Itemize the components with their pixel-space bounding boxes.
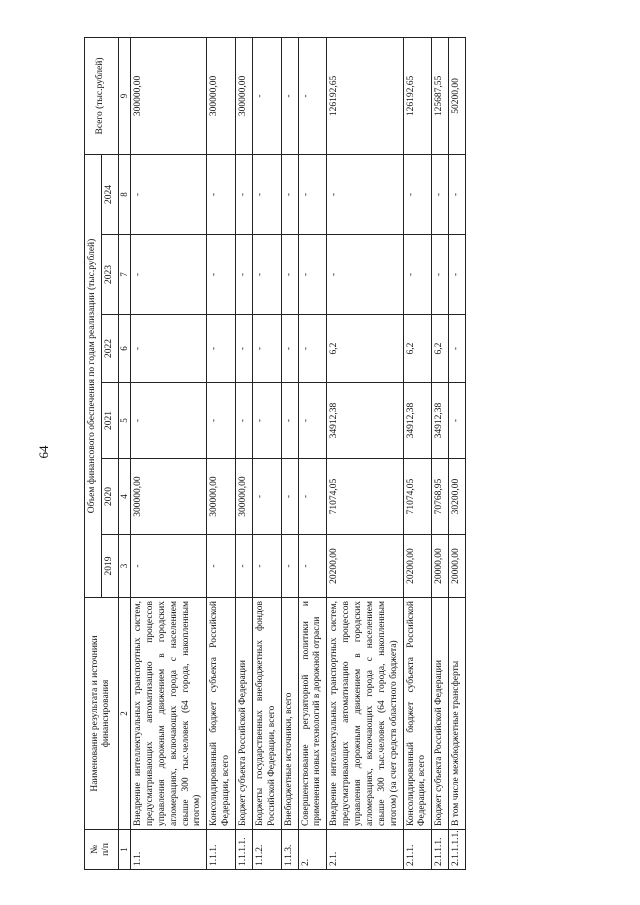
row-name: В том числе межбюджетные трансферты — [449, 598, 466, 830]
table-row — [281, 37, 298, 869]
cell-2023: - — [298, 235, 327, 315]
table-row — [432, 37, 449, 869]
cell-2019: - — [131, 535, 207, 598]
row-number: 2.1.1. — [403, 830, 432, 870]
row-name: Внедрение интеллектуальных транспортных систем, предусматривающих автоматизацию процессов управления дорожным движением в городских агломерациях, включающих города с населением свыше 300 тыс.человек (64 города, накопленным итогом) (за счет средств областного бюджета) — [327, 598, 403, 830]
col-year-2021: 2021 — [101, 383, 118, 459]
cell-2023: - — [327, 235, 403, 315]
row-number: 2.1. — [327, 830, 403, 870]
table-row — [403, 37, 432, 869]
cell-2023: - — [403, 235, 432, 315]
cell-2021: - — [449, 383, 466, 459]
cell-2023: - — [252, 235, 281, 315]
row-number: 1.1.2. — [252, 830, 281, 870]
col-year-2022: 2022 — [101, 315, 118, 383]
cell-2019: 20200,00 — [327, 535, 403, 598]
cell-2021: 34912,38 — [432, 383, 449, 459]
row-name: Консолидированный бюджет субъекта Российской Федерации, всего — [207, 598, 236, 830]
col-index: 6 — [118, 315, 130, 383]
cell-2019: - — [236, 535, 253, 598]
cell-2022: 6,2 — [403, 315, 432, 383]
cell-2021: - — [281, 383, 298, 459]
col-year-2020: 2020 — [101, 459, 118, 535]
cell-total: - — [252, 37, 281, 154]
row-name: Консолидированный бюджет субъекта Российской Федерации, всего — [403, 598, 432, 830]
table-row — [252, 37, 281, 869]
cell-2020: 300000,00 — [207, 459, 236, 535]
cell-2022: - — [449, 315, 466, 383]
cell-2021: - — [207, 383, 236, 459]
cell-2024: - — [131, 154, 207, 234]
cell-2022: 6,2 — [327, 315, 403, 383]
cell-2020: 300000,00 — [131, 459, 207, 535]
cell-2022: - — [207, 315, 236, 383]
col-no-header: № п/п — [85, 830, 119, 870]
cell-2024: - — [403, 154, 432, 234]
cell-total: 126192,65 — [327, 37, 403, 154]
col-total-header: Всего (тыс.рублей) — [85, 37, 119, 154]
cell-2024: - — [298, 154, 327, 234]
cell-2024: - — [252, 154, 281, 234]
cell-2021: - — [252, 383, 281, 459]
cell-2019: - — [207, 535, 236, 598]
row-name: Совершенствование регуляторной политики и применения новых технологий в дорожной отрасли — [298, 598, 327, 830]
cell-2022: - — [236, 315, 253, 383]
cell-2023: - — [432, 235, 449, 315]
cell-2022: - — [131, 315, 207, 383]
row-number: 2.1.1.1.1. — [449, 830, 466, 870]
cell-2022: - — [298, 315, 327, 383]
cell-total: 125687,55 — [432, 37, 449, 154]
table-row — [298, 37, 327, 869]
cell-2019: - — [281, 535, 298, 598]
cell-2023: - — [449, 235, 466, 315]
cell-2024: - — [449, 154, 466, 234]
cell-2021: - — [298, 383, 327, 459]
cell-2024: - — [236, 154, 253, 234]
row-name: Бюджет субъекта Российской Федерации — [236, 598, 253, 830]
cell-2023: - — [236, 235, 253, 315]
cell-total: 300000,00 — [236, 37, 253, 154]
cell-total: 126192,65 — [403, 37, 432, 154]
cell-2019: 20000,00 — [432, 535, 449, 598]
table-row — [236, 37, 253, 869]
cell-2020: - — [281, 459, 298, 535]
row-number: 2. — [298, 830, 327, 870]
cell-2019: - — [298, 535, 327, 598]
column-index-row — [118, 37, 130, 869]
row-number: 1.1.3. — [281, 830, 298, 870]
row-number: 1.1. — [131, 830, 207, 870]
col-index: 7 — [118, 235, 130, 315]
col-index: 4 — [118, 459, 130, 535]
cell-2024: - — [207, 154, 236, 234]
cell-2020: 71074,05 — [327, 459, 403, 535]
cell-2021: 34912,38 — [327, 383, 403, 459]
col-year-2019: 2019 — [101, 535, 118, 598]
cell-2024: - — [327, 154, 403, 234]
cell-2021: - — [236, 383, 253, 459]
col-index: 2 — [118, 598, 130, 830]
col-name-header: Наименование результата и источники финансирования — [85, 598, 119, 830]
table-row — [131, 37, 207, 869]
table-row — [207, 37, 236, 869]
cell-2019: 20000,00 — [449, 535, 466, 598]
col-year-2023: 2023 — [101, 235, 118, 315]
cell-2024: - — [281, 154, 298, 234]
cell-2022: - — [281, 315, 298, 383]
col-year-2024: 2024 — [101, 154, 118, 234]
cell-2020: 300000,00 — [236, 459, 253, 535]
cell-2021: 34912,38 — [403, 383, 432, 459]
row-name: Бюджет субъекта Российской Федерации — [432, 598, 449, 830]
col-years-group-header: Объем финансового обеспечения по годам реализации (тыс.рублей) — [85, 154, 102, 597]
row-name: Бюджеты государственных внебюджетных фондов Российской Федерации, всего — [252, 598, 281, 830]
cell-total: - — [298, 37, 327, 154]
financing-table — [84, 37, 466, 870]
col-index: 9 — [118, 37, 130, 154]
col-index: 1 — [118, 830, 130, 870]
cell-2019: 20200,00 — [403, 535, 432, 598]
row-name: Внебюджетные источники, всего — [281, 598, 298, 830]
cell-2020: - — [298, 459, 327, 535]
cell-2023: - — [131, 235, 207, 315]
cell-2020: - — [252, 459, 281, 535]
rotated-table-container — [84, 38, 596, 870]
cell-2019: - — [252, 535, 281, 598]
cell-total: 300000,00 — [131, 37, 207, 154]
col-index: 8 — [118, 154, 130, 234]
cell-2021: - — [131, 383, 207, 459]
row-name: Внедрение интеллектуальных транспортных систем, предусматривающих автоматизацию процессов управления дорожным движением в городских агломерациях, включающих города с населением свыше 300 тыс.человек (64 города, накопленным итогом) — [131, 598, 207, 830]
table-row — [449, 37, 466, 869]
cell-2020: 70768,95 — [432, 459, 449, 535]
cell-2020: 30200,00 — [449, 459, 466, 535]
cell-2024: - — [432, 154, 449, 234]
col-index: 5 — [118, 383, 130, 459]
cell-2023: - — [207, 235, 236, 315]
row-number: 1.1.1.1. — [236, 830, 253, 870]
cell-2022: 6,2 — [432, 315, 449, 383]
row-number: 1.1.1. — [207, 830, 236, 870]
page-number: 64 — [36, 445, 51, 459]
cell-2020: 71074,05 — [403, 459, 432, 535]
cell-2022: - — [252, 315, 281, 383]
cell-total: 50200,00 — [449, 37, 466, 154]
col-index: 3 — [118, 535, 130, 598]
cell-total: - — [281, 37, 298, 154]
cell-2023: - — [281, 235, 298, 315]
table-row — [327, 37, 403, 869]
cell-total: 300000,00 — [207, 37, 236, 154]
row-number: 2.1.1.1. — [432, 830, 449, 870]
